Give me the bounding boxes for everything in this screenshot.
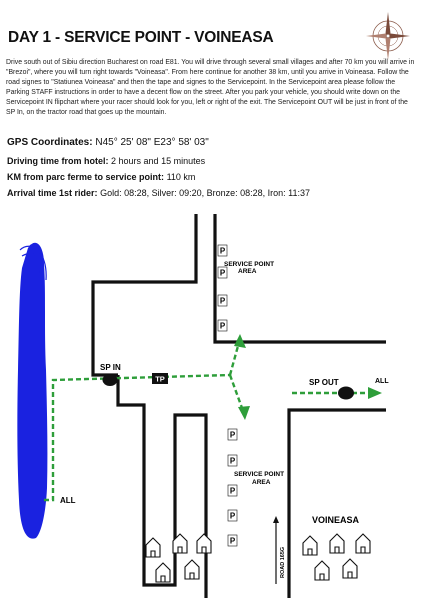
route-arrow-right bbox=[368, 387, 382, 399]
arrival-time bbox=[7, 188, 310, 198]
house-icon bbox=[146, 538, 160, 557]
driving-time bbox=[7, 156, 205, 166]
sp-in-marker bbox=[103, 374, 118, 386]
road-label: ROAD 165G bbox=[280, 546, 286, 578]
fact-value: N45° 25' 08" E23° 58' 03" bbox=[95, 137, 209, 148]
fact-label: GPS Coordinates: bbox=[7, 137, 93, 148]
road-top-right-edge bbox=[215, 214, 386, 342]
service-area-label-top: SERVICE POINT AREA bbox=[224, 261, 275, 275]
house-icon bbox=[315, 561, 329, 580]
fact-value: Gold: 08:28, Silver: 09:20, Bronze: 08:28, Iron: 11:37 bbox=[100, 188, 311, 198]
svg-text:P: P bbox=[219, 268, 226, 278]
gps-coordinates bbox=[7, 137, 209, 148]
houses-left bbox=[146, 534, 211, 582]
house-icon bbox=[303, 536, 317, 555]
svg-text:P: P bbox=[219, 246, 226, 256]
house-icon bbox=[197, 534, 211, 553]
fact-label: Arrival time 1st rider: bbox=[7, 188, 98, 198]
house-icon bbox=[343, 559, 357, 578]
all-label-left: ALL bbox=[60, 496, 76, 505]
parking-markers-bottom bbox=[228, 429, 237, 546]
house-icon bbox=[356, 534, 370, 553]
svg-text:P: P bbox=[229, 456, 236, 466]
houses-right bbox=[303, 534, 370, 580]
road-bottom-right-edge bbox=[289, 410, 386, 598]
all-label-right: ALL bbox=[375, 378, 389, 385]
page-title: DAY 1 - SERVICE POINT - VOINEASA bbox=[8, 29, 274, 46]
house-icon bbox=[330, 534, 344, 553]
km-to-service-point bbox=[7, 172, 195, 182]
road-top-left-block bbox=[93, 214, 196, 375]
lake-shape bbox=[17, 243, 47, 539]
sp-in-label: SP IN bbox=[100, 363, 121, 372]
fact-value: 110 km bbox=[166, 172, 196, 182]
sp-out-label: SP OUT bbox=[309, 378, 339, 387]
fact-label: Driving time from hotel: bbox=[7, 156, 109, 166]
directions-text: Drive south out of Sibiu direction Bucharest on road E81. You will drive through several small villages and after 70 km you will arrive in "Brezoi", where you will turn right towards "Voineasa". From here continue for another 38 km, until you arrive in Voineasa. Follow the road signes to "Statiunea Voineasa" and then the tape and signes to the Servicepoint. In the Servicepoint area please follow the Parking STAFF instructions in order to have a decent flow on the street. After you park your vehicle, you should write down on the Servicepoint IN flipchart where your racer should look for you, left or right of the exit. The Servicepoint OUT will be just in front of the SP In, on the tractor road that goes up the mountain. bbox=[6, 59, 415, 116]
fact-label: KM from parc ferme to service point: bbox=[7, 172, 165, 182]
svg-text:P: P bbox=[229, 511, 236, 521]
compass-rose-icon bbox=[364, 8, 412, 64]
road-north-arrow bbox=[273, 516, 279, 523]
fact-value: 2 hours and 15 minutes bbox=[111, 156, 206, 166]
house-icon bbox=[185, 560, 199, 579]
svg-text:P: P bbox=[229, 430, 236, 440]
svg-text:P: P bbox=[229, 536, 236, 546]
svg-text:P: P bbox=[219, 296, 226, 306]
service-area-label-bottom: SERVICE POINT AREA bbox=[234, 471, 285, 486]
town-label: VOINEASA bbox=[312, 515, 360, 525]
service-point-map bbox=[0, 210, 424, 600]
house-icon bbox=[156, 563, 170, 582]
parking-markers-top bbox=[218, 245, 227, 331]
svg-text:P: P bbox=[229, 486, 236, 496]
tp-label: TP bbox=[155, 374, 165, 384]
sp-out-marker bbox=[338, 387, 354, 400]
route-arrow-down bbox=[238, 406, 250, 420]
svg-text:P: P bbox=[219, 321, 226, 331]
